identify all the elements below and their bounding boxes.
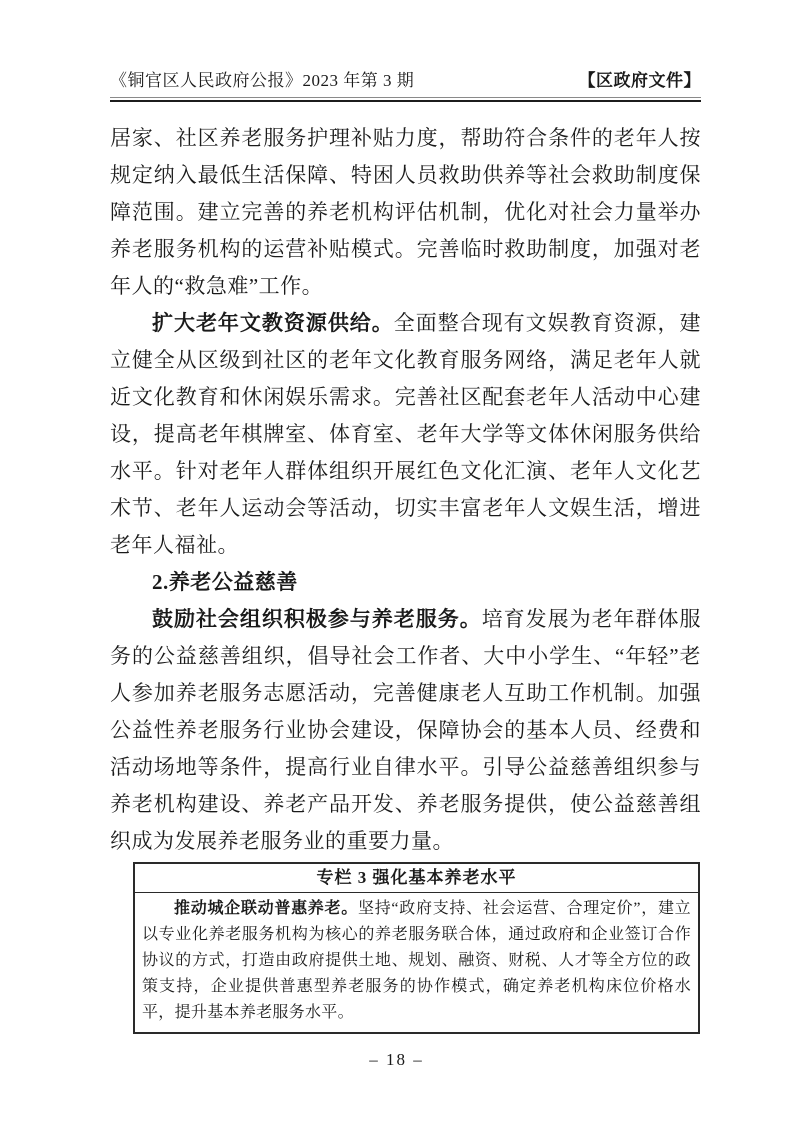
column-box-text: 坚持“政府支持、社会运营、合理定价”，建立以专业化养老服务机构为核心的养老服务联合体，通过政府和企业签订合作协议的方式，打造由政府提供土地、规划、融资、财税、人才等全方位的政策支持，企业提供普惠型养老服务的协作模式，确定养老机构床位价格水平，提升基本养老服务水平。 [142, 900, 691, 1021]
column-box-lead: 推动城企联动普惠养老。 [174, 900, 358, 917]
document-body [110, 120, 701, 1034]
section-heading: 2.养老公益慈善 [152, 570, 298, 594]
page-footer [0, 1050, 793, 1070]
header-rule [110, 97, 701, 102]
paragraph-lead: 扩大老年文教资源供给。 [152, 311, 394, 335]
paragraph-continuation: 居家、社区养老服务护理补贴力度，帮助符合条件的老年人按规定纳入最低生活保障、特困人员救助供养等社会救助制度保障范围。建立完善的养老机构评估机制，优化对社会力量举办养老服务机构的运营补贴模式。完善临时救助制度，加强对老年人的“救急难”工作。 [110, 126, 701, 298]
column-box-title: 专栏 3 强化基本养老水平 [135, 864, 698, 893]
page-number: – 18 – [369, 1050, 424, 1069]
column-box-body [135, 893, 698, 1032]
paragraph-text: 培育发展为老年群体服务的公益慈善组织，倡导社会工作者、大中小学生、“年轻”老人参加养老服务志愿活动，完善健康老人互助工作机制。加强公益性养老服务行业协会建设，保障协会的基本人员、经费和活动场地等条件，提高行业自律水平。引导公益慈善组织参与养老机构建设、养老产品开发、养老服务提供，使公益慈善组织成为发展养老服务业的重要力量。 [110, 607, 701, 853]
paragraph-text: 全面整合现有文娱教育资源，建立健全从区级到社区的老年文化教育服务网络，满足老年人就近文化教育和休闲娱乐需求。完善社区配套老年人活动中心建设，提高老年棋牌室、体育室、老年大学等文体休闲服务供给水平。针对老年人群体组织开展红色文化汇演、老年人文化艺术节、老年人运动会等活动，切实丰富老年人文娱生活，增进老年人福祉。 [110, 311, 702, 557]
column-box [133, 862, 700, 1034]
page-header [110, 70, 701, 92]
bulletin-title: 《铜官区人民政府公报》2023 年第 3 期 [110, 71, 415, 90]
paragraph [110, 601, 701, 860]
document-category-label: 【区政府文件】 [578, 71, 701, 90]
paragraph [110, 305, 701, 564]
paragraph-lead: 鼓励社会组织积极参与养老服务。 [152, 607, 482, 631]
